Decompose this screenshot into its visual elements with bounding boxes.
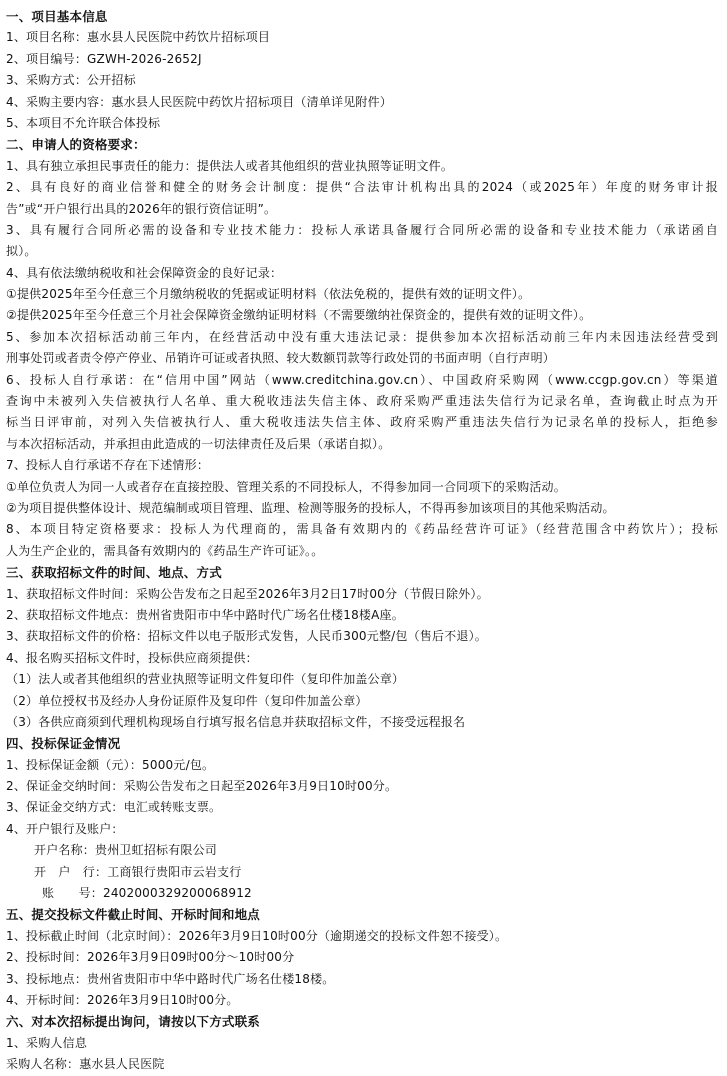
text-line: 账 号：2402000329200068912 xyxy=(42,886,252,901)
section-heading: 二、申请人的资格要求： xyxy=(6,137,146,153)
text-line: 3、具有履行合同所必需的设备和专业技术能力：投标人承诺具备履行合同所必需的设备和专业技术能力（承诺函自 xyxy=(6,222,718,237)
text-line: 2、具有良好的商业信誉和健全的财务会计制度：提供“合法审计机构出具的2024（或2025年）年度的财务审计报 xyxy=(6,180,718,195)
text-line: 开 户 行：工商银行贵阳市云岩支行 xyxy=(34,864,242,879)
text-line: 人为生产企业的，需具备有效期内的《药品生产许可证》。。 xyxy=(6,543,324,558)
section-heading: 四、投标保证金情况 xyxy=(6,736,121,752)
text-line: 4、采购主要内容：惠水县人民医院中药饮片招标项目（清单详见附件） xyxy=(6,94,393,109)
section-heading: 一、项目基本信息 xyxy=(6,9,108,24)
text-line: 7、投标人自行承诺不存在下述情形： xyxy=(6,458,210,473)
text-line: 8、本项目特定资格要求：投标人为代理商的，需具备有效期内的《药品经营许可证》（经营范围含中药饮片）；投标 xyxy=(6,522,718,537)
section-heading: 六、对本次招标提出询问，请按以下方式联系 xyxy=(6,1014,261,1030)
text-line: 开户名称：贵州卫虹招标有限公司 xyxy=(34,843,218,858)
text-line: 3、保证金交纳方式：电汇或转账支票。 xyxy=(6,800,222,815)
text-line: 3、投标地点：贵州省贵阳市中华中路时代广场名仕楼18楼。 xyxy=(6,971,335,986)
text-line: 6、投标人自行承诺：在“信用中国”网站（www.creditchina.gov.cn）、中国政府采购网（www.ccgp.gov.cn）等渠道 xyxy=(6,372,718,387)
text-line: 采购人名称：惠水县人民医院 xyxy=(6,1057,165,1072)
text-line: 4、具有依法缴纳税收和社会保障资金的良好记录： xyxy=(6,265,283,280)
text-line: 告”或“开户银行出具的2026年的银行资信证明”。 xyxy=(6,201,277,216)
text-line: （1）法人或者其他组织的营业执照等证明文件复印件（复印件加盖公章） xyxy=(6,672,405,687)
text-line: （2）单位授权书及经办人身份证原件及复印件（复印件加盖公章） xyxy=(6,693,368,708)
text-line: 3、获取招标文件的价格：招标文件以电子版形式发售，人民币300元整/包（售后不退）。 xyxy=(6,629,487,644)
text-line: 1、投标截止时间（北京时间）：2026年3月9日10时00分（逾期递交的投标文件恕不接受）。 xyxy=(6,928,508,943)
text-line: 1、投标保证金额（元）：5000元/包。 xyxy=(6,757,215,772)
text-line: 1、具有独立承担民事责任的能力：提供法人或者其他组织的营业执照等证明文件。 xyxy=(6,158,454,173)
text-line: 标当日评审前，对列入失信被执行人、重大税收违法失信主体、政府采购严重违法失信行为记录名单的投标人，拒绝参 xyxy=(6,415,718,430)
text-line: 拟）。 xyxy=(6,244,37,259)
text-line: 查询中未被列入失信被执行人名单、重大税收违法失信主体、政府采购严重违法失信行为记录名单，查询截止时点为开 xyxy=(6,394,718,409)
text-line: ②为项目提供整体设计、规范编制或项目管理、监理、检测等服务的投标人，不得再参加该项目的其他采购活动。 xyxy=(6,500,615,515)
text-line: 刑事处罚或者责令停产停业、吊销许可证或者执照、较大数额罚款等行政处罚的书面声明（自行声明） xyxy=(6,351,556,366)
text-line: 2、项目编号：GZWH-2026-2652J xyxy=(6,51,202,66)
text-line: 2、保证金交纳时间：采购公告发布之日起至2026年3月9日10时00分。 xyxy=(6,779,398,794)
text-line: ①提供2025年至今任意三个月缴纳税收的凭据或证明材料（依法免税的，提供有效的证明文件）。 xyxy=(6,287,531,302)
text-line: 2、投标时间：2026年3月9日09时00分～10时00分 xyxy=(6,950,295,965)
text-line: 1、项目名称：惠水县人民医院中药饮片招标项目 xyxy=(6,30,271,45)
document-body xyxy=(6,6,718,1076)
text-line: 4、开标时间：2026年3月9日10时00分。 xyxy=(6,992,239,1007)
text-line: 5、参加本次招标活动前三年内，在经营活动中没有重大违法记录：提供参加本次招标活动前三年内未因违法经营受到 xyxy=(6,329,718,344)
text-line: （3）各供应商须到代理机构现场自行填写报名信息并获取招标文件，不接受远程报名 xyxy=(6,714,466,729)
text-line: ①单位负责人为同一人或者存在直接控股、管理关系的不同投标人，不得参加同一合同项下的采购活动。 xyxy=(6,479,566,494)
text-line: 5、本项目不允许联合体投标 xyxy=(6,115,161,130)
text-line: 1、采购人信息 xyxy=(6,1035,88,1050)
text-line: 2、获取招标文件地点：贵州省贵阳市中华中路时代广场名仕楼18楼A座。 xyxy=(6,607,404,622)
text-line: 4、报名购买招标文件时，投标供应商须提供： xyxy=(6,650,258,665)
text-line: 4、开户银行及账户： xyxy=(6,821,124,836)
section-heading: 五、提交投标文件截止时间、开标时间和地点 xyxy=(6,907,261,923)
text-line: 与本次招标活动，并承担由此造成的一切法律责任及后果（承诺自拟）。 xyxy=(6,436,391,451)
text-line: 3、采购方式：公开招标 xyxy=(6,73,136,88)
text-line: ②提供2025年至今任意三个月社会保障资金缴纳证明材料（不需要缴纳社保资金的，提供有效的证明文件）。 xyxy=(6,308,592,323)
text-line: 1、获取招标文件时间：采购公告发布之日起至2026年3月2日17时00分（节假日除外）。 xyxy=(6,586,489,601)
section-heading: 三、获取招标文件的时间、地点、方式 xyxy=(6,565,222,581)
